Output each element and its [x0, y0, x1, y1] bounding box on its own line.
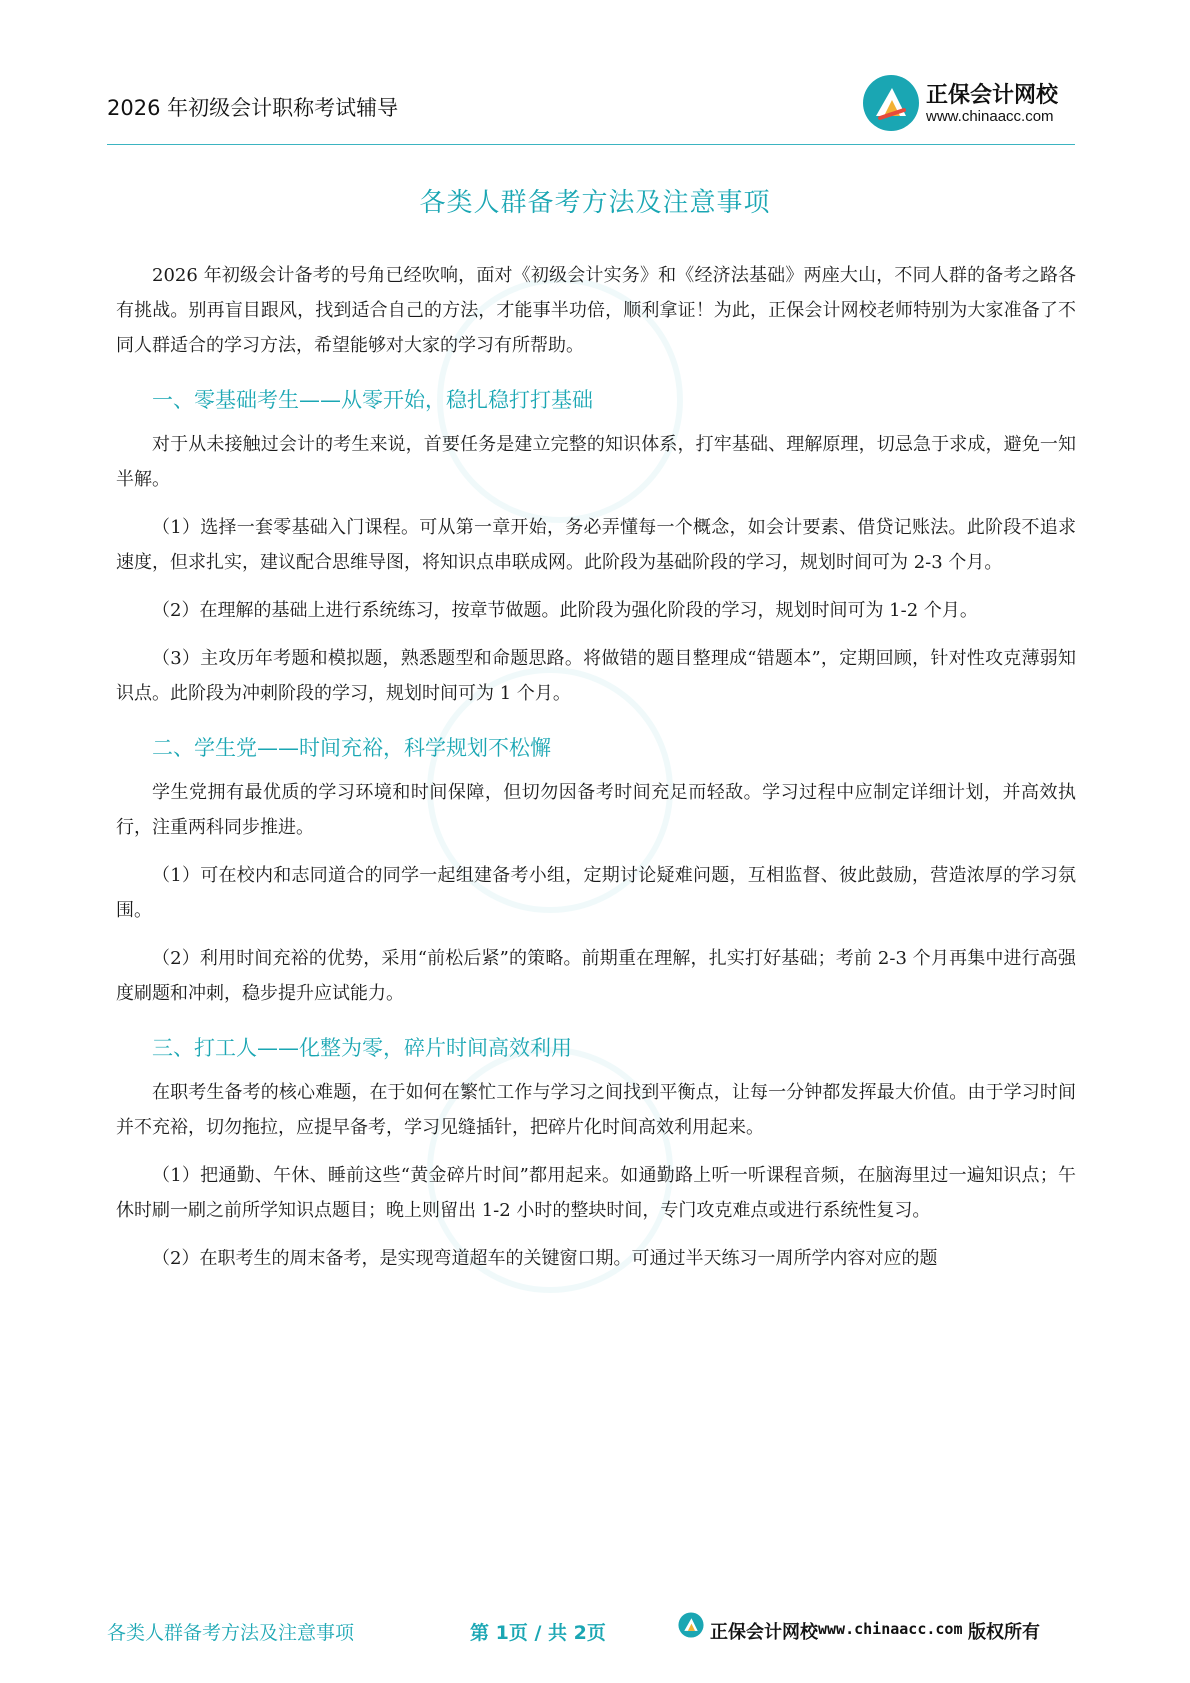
- paragraph: （1）可在校内和志同道合的同学一起组建备考小组，定期讨论疑难问题，互相监督、彼此鼓励，营造浓厚的学习氛围。: [116, 865, 1076, 921]
- paragraph: 对于从未接触过会计的考生来说，首要任务是建立完整的知识体系，打牢基础、理解原理，切忌急于求成，避免一知半解。: [116, 434, 1076, 490]
- paragraph: 在职考生备考的核心难题，在于如何在繁忙工作与学习之间找到平衡点，让每一分钟都发挥最大价值。由于学习时间并不充裕，切勿拖拉，应提早备考，学习见缝插针，把碎片化时间高效利用起来。: [116, 1082, 1076, 1138]
- paragraph: （1）把通勤、午休、睡前这些“黄金碎片时间”都用起来。如通勤路上听一听课程音频，在脑海里过一遍知识点；午休时刷一刷之前所学知识点题目；晚上则留出 1-2 小时的整块时间，专门攻克难点或进行系统性复习。: [116, 1165, 1076, 1221]
- paragraph: （1）选择一套零基础入门课程。可从第一章开始，务必弄懂每一个概念，如会计要素、借贷记账法。此阶段不追求速度，但求扎实，建议配合思维导图，将知识点串联成网。此阶段为基础阶段的学习，规划时间可为 2-3 个月。: [116, 517, 1076, 573]
- footer-title: 各类人群备考方法及注意事项: [107, 1622, 355, 1644]
- paragraph: （3）主攻历年考题和模拟题，熟悉题型和命题思路。将做错的题目整理成“错题本”，定期回顾，针对性攻克薄弱知识点。此阶段为冲刺阶段的学习，规划时间可为 1 个月。: [116, 648, 1076, 704]
- logo-mark-icon: [862, 74, 920, 132]
- paragraph: （2）利用时间充裕的优势，采用“前松后紧”的策略。前期重在理解，扎实打好基础；考前 2-3 个月再集中进行高强度刷题和冲刺，稳步提升应试能力。: [116, 948, 1076, 1004]
- section-1-heading: 一、零基础考生——从零开始，稳扎稳打打基础: [152, 388, 593, 412]
- footer-brand: 正保会计网校: [710, 1622, 818, 1643]
- section-3-heading: 三、打工人——化整为零，碎片时间高效利用: [152, 1036, 572, 1060]
- footer-url[interactable]: www.chinaacc.com: [818, 1620, 963, 1638]
- intro-paragraph: 2026 年初级会计备考的号角已经吹响，面对《初级会计实务》和《经济法基础》两座大山，不同人群的备考之路各有挑战。别再盲目跟风，找到适合自己的方法，才能事半功倍，顺利拿证！为此，正保会计网校老师特别为大家准备了不同人群适合的学习方法，希望能够对大家的学习有所帮助。: [116, 265, 1076, 356]
- logo-url: www.chinaacc.com: [926, 108, 1054, 125]
- document-body: [116, 258, 1076, 1289]
- header-divider: [107, 144, 1075, 145]
- paragraph: （2）在理解的基础上进行系统练习，按章节做题。此阶段为强化阶段的学习，规划时间可为 1-2 个月。: [152, 600, 978, 621]
- footer-logo-icon: [678, 1612, 704, 1638]
- logo: [862, 74, 1082, 134]
- paragraph: 学生党拥有最优质的学习环境和时间保障，但切勿因备考时间充足而轻敌。学习过程中应制定详细计划，并高效执行，注重两科同步推进。: [116, 782, 1076, 838]
- document-title: 各类人群备考方法及注意事项: [419, 188, 771, 218]
- section-2-heading: 二、学生党——时间充裕，科学规划不松懈: [152, 736, 551, 760]
- page-indicator: 第 1页 / 共 2页: [470, 1622, 606, 1644]
- header-title: 2026 年初级会计职称考试辅导: [107, 96, 399, 120]
- logo-name: 正保会计网校: [926, 83, 1059, 108]
- paragraph: （2）在职考生的周末备考，是实现弯道超车的关键窗口期。可通过半天练习一周所学内容对应的题: [152, 1248, 938, 1269]
- footer-rights: 版权所有: [968, 1622, 1040, 1643]
